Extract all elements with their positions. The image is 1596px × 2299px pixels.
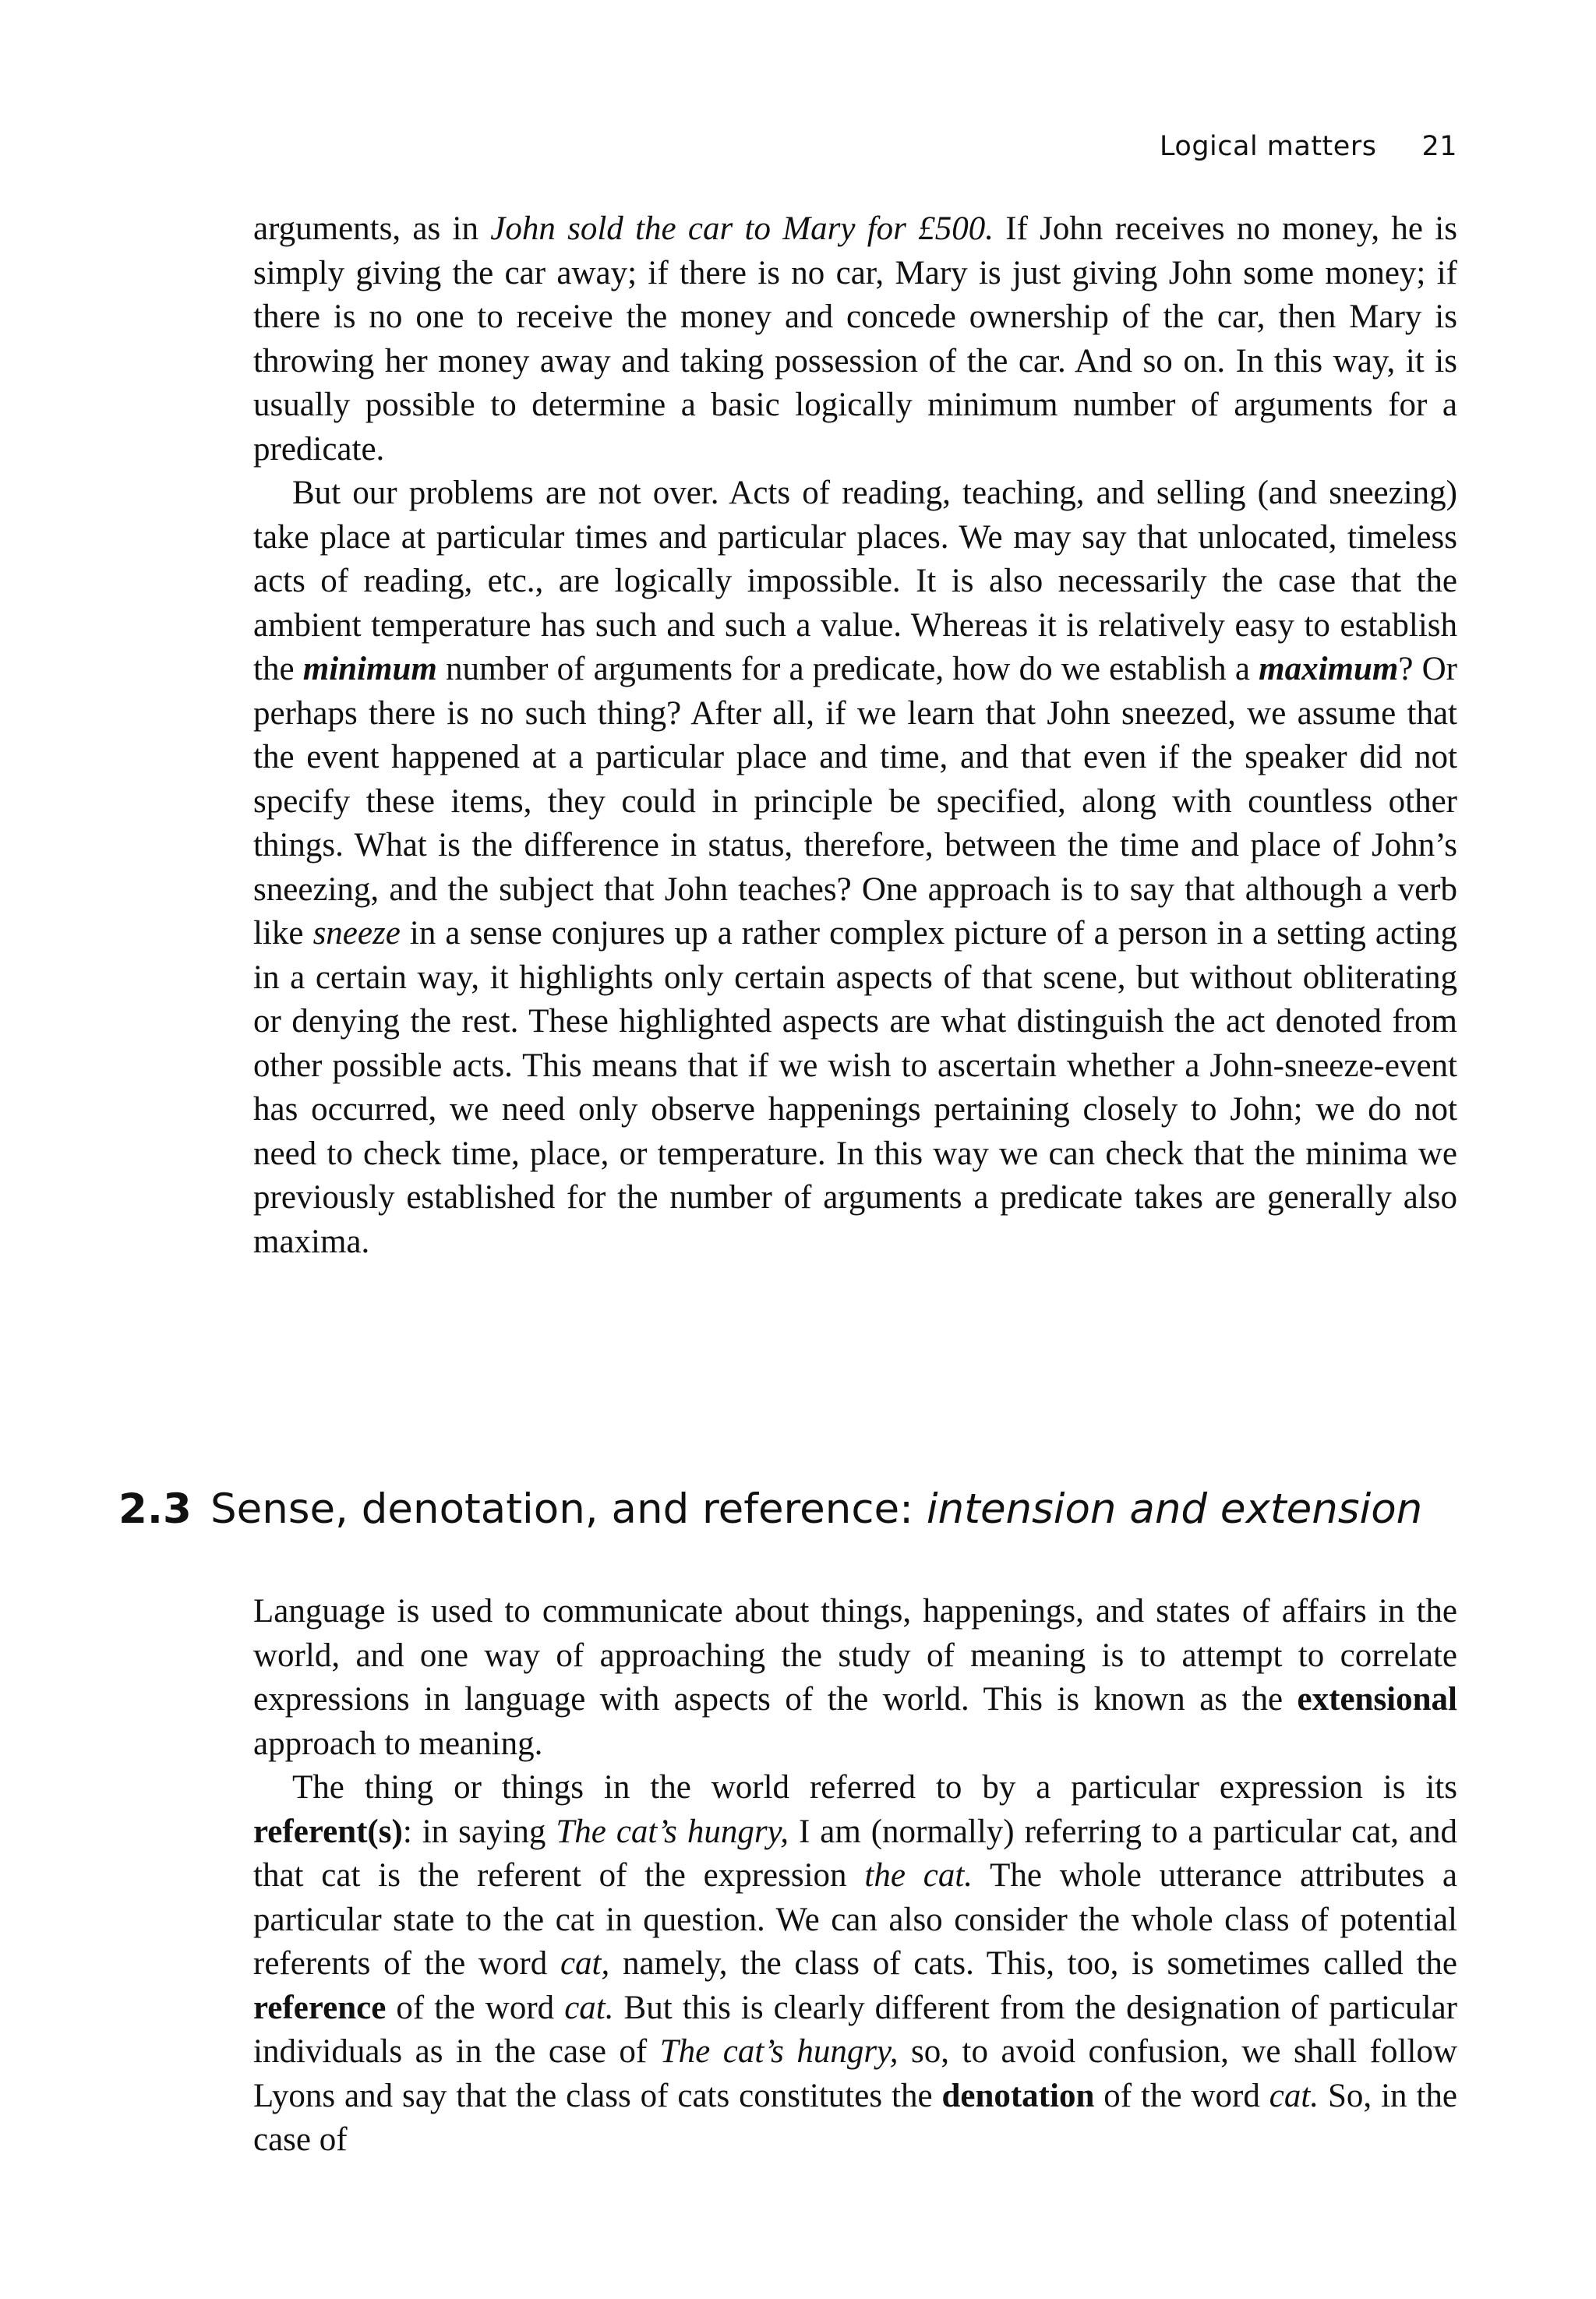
example-sentence: John sold the car to Mary for £500. bbox=[490, 210, 994, 247]
text-run: But this is clearly different from the designation of particular individuals as in the case of bbox=[253, 1989, 1457, 2070]
example-word: cat. bbox=[1269, 2077, 1319, 2114]
term-reference: reference bbox=[253, 1989, 387, 2026]
section-number: 2.3 bbox=[118, 1485, 192, 1533]
example-sentence: The cat’s hungry, bbox=[556, 1813, 789, 1850]
term-extensional: extensional bbox=[1297, 1681, 1457, 1718]
text-run: The whole utterance attributes a particular state to the cat in question. We can also consider the whole class of potential referents of the word bbox=[253, 1857, 1457, 1982]
paragraph-referents bbox=[253, 1766, 1457, 2163]
text-run: arguments, as in bbox=[253, 210, 491, 247]
running-head-title: Logical matters bbox=[1160, 131, 1377, 162]
text-run: : in saying bbox=[402, 1813, 556, 1850]
paragraph-problems bbox=[253, 471, 1457, 1264]
section-title: Sense, denotation, and reference: bbox=[210, 1485, 927, 1533]
example-word: sneeze bbox=[312, 915, 401, 952]
text-run: I am (normally) referring to a particular cat, and that cat is the referent of the expression bbox=[253, 1813, 1457, 1894]
term-referents: referent(s) bbox=[253, 1813, 403, 1850]
paragraph-extensional bbox=[253, 1590, 1457, 1766]
text-run: so, to avoid confusion, we shall follow Lyons and say that the class of cats constitutes the bbox=[253, 2033, 1457, 2114]
section-heading bbox=[118, 1485, 1422, 1533]
text-run: Language is used to communicate about things, happenings, and states of affairs in the world, and one way of approaching the study of meaning is to attempt to correlate expressions in language with aspects of the world. This is known as the bbox=[253, 1593, 1457, 1718]
term-denotation: denotation bbox=[941, 2077, 1095, 2114]
text-run: of the word bbox=[1094, 2077, 1269, 2114]
text-run: But our problems are not over. Acts of reading, teaching, and selling (and sneezing) take place at particular times and particular places. We may say that unlocated, timeless acts of reading, etc., are logically impossible. It is also necessarily the case that the ambient temperature has such and such a value. Whereas it is relatively easy to establish the bbox=[253, 475, 1457, 687]
text-run: in a sense conjures up a rather complex picture of a person in a setting acting in a certain way, it highlights only certain aspects of that scene, but without obliterating or denying the rest. These highlighted aspects are what distinguish the act denoted from other possible acts. This means that if we wish to ascertain whether a John-sneeze-event has occurred, we need only observe happenings pertaining closely to John; we do not need to check time, place, or temperature. In this way we can check that the minima we previously established for the number of arguments a predicate takes are generally also maxima. bbox=[253, 915, 1457, 1260]
emphasis-minimum: minimum bbox=[302, 651, 437, 687]
text-run: So, in the case of bbox=[253, 2077, 1457, 2158]
example-word: cat. bbox=[564, 1989, 614, 2026]
text-run: ? Or perhaps there is no such thing? After all, if we learn that John sneezed, we assume that the event happened at a particular place and time, and that even if the speaker did not specify these items, they could in principle be specified, along with countless other things. What is the difference in status, therefore, between the time and place of John’s sneezing, and the subject that John teaches? One approach is to say that although a verb like bbox=[253, 651, 1457, 952]
example-word: cat, bbox=[560, 1945, 610, 1982]
text-run: of the word bbox=[386, 1989, 565, 2026]
text-run: The thing or things in the world referred to by a particular expression is its bbox=[292, 1769, 1457, 1806]
text-run: namely, the class of cats. This, too, is sometimes called the bbox=[609, 1945, 1457, 1982]
paragraph-arguments-continued bbox=[253, 207, 1457, 471]
body-text-bottom bbox=[253, 1590, 1457, 2163]
text-run: If John receives no money, he is simply giving the car away; if there is no car, Mary is just giving John some money; if there is no one to receive the money and concede ownership of the car, then Mary is throwing her money away and taking possession of the car. And so on. In this way, it is usually possible to determine a basic logically minimum number of arguments for a predicate. bbox=[253, 210, 1457, 468]
section-title-italic: intension and extension bbox=[926, 1485, 1423, 1533]
example-word: the cat. bbox=[864, 1857, 973, 1894]
example-sentence: The cat’s hungry, bbox=[659, 2033, 899, 2070]
text-run: number of arguments for a predicate, how do we establish a bbox=[436, 651, 1259, 687]
body-text-top bbox=[253, 207, 1457, 1264]
running-head bbox=[1160, 131, 1457, 162]
emphasis-maximum: maximum bbox=[1259, 651, 1399, 687]
page-number: 21 bbox=[1421, 131, 1457, 162]
text-run: approach to meaning. bbox=[253, 1725, 543, 1762]
